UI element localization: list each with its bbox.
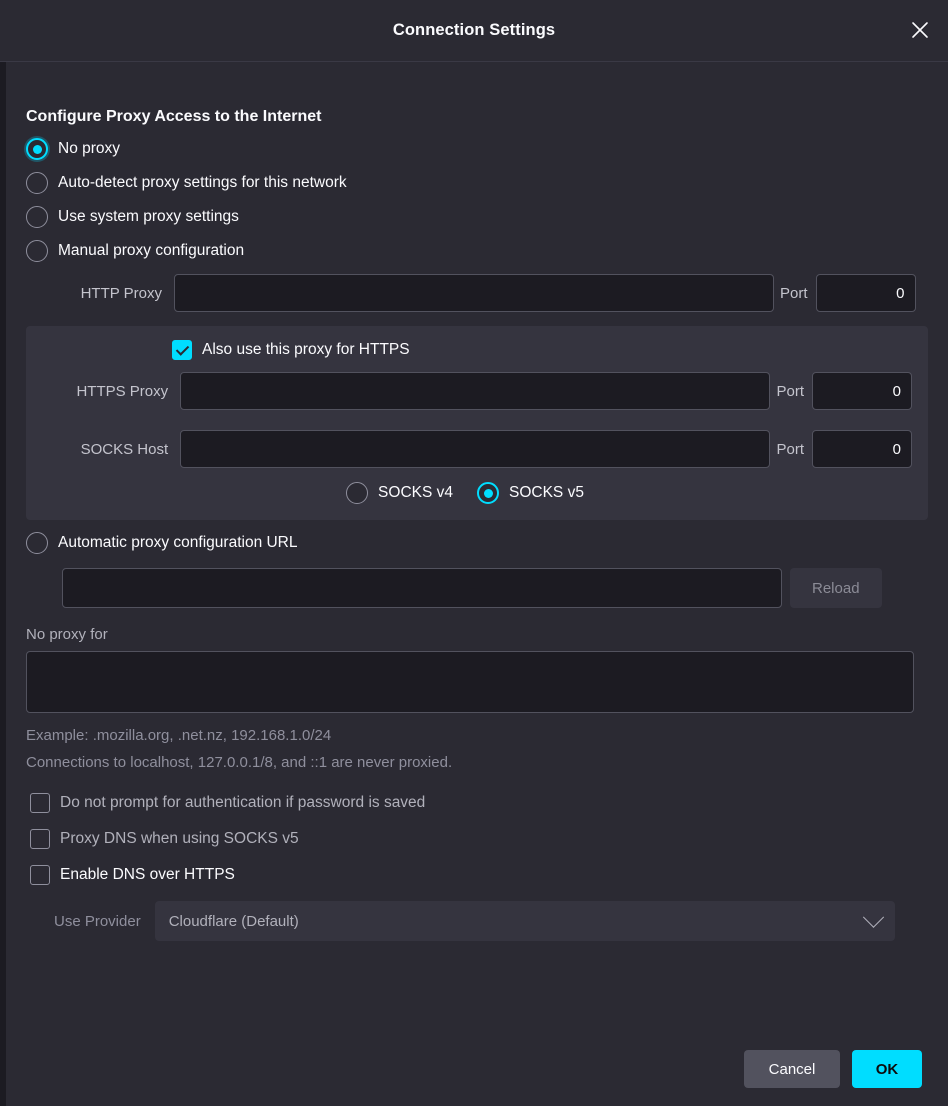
radio-label-system-proxy: Use system proxy settings xyxy=(58,208,239,225)
http-proxy-input[interactable] xyxy=(174,274,774,312)
http-proxy-label: HTTP Proxy xyxy=(80,284,162,302)
radio-auto-detect[interactable] xyxy=(26,172,922,194)
radio-label-auto-detect: Auto-detect proxy settings for this network xyxy=(58,174,347,191)
close-icon[interactable] xyxy=(900,10,940,50)
http-port-input[interactable] xyxy=(816,274,916,312)
https-port-input[interactable] xyxy=(812,372,912,410)
socks-port-label: Port xyxy=(776,440,804,458)
checkbox-enable-doh[interactable] xyxy=(30,865,922,885)
checkbox-indicator-proxy-dns-socks5 xyxy=(30,829,50,849)
ok-button[interactable]: OK xyxy=(852,1050,922,1088)
checkbox-also-use-proxy-https[interactable] xyxy=(172,340,912,360)
https-proxy-label: HTTPS Proxy xyxy=(76,382,169,400)
provider-selected-value: Cloudflare (Default) xyxy=(168,912,299,930)
radio-label-socks-v4: SOCKS v4 xyxy=(378,484,453,501)
radio-socks-v4[interactable] xyxy=(346,482,453,504)
dialog-content xyxy=(0,62,948,1106)
dialog-footer xyxy=(0,1032,948,1106)
localhost-note-text: Connections to localhost, 127.0.0.1/8, and ::1 are never proxied. xyxy=(26,754,453,771)
socks-version-group xyxy=(42,482,912,504)
radio-manual-proxy[interactable] xyxy=(26,240,922,262)
reload-button[interactable]: Reload xyxy=(790,568,882,608)
socks-port-input[interactable] xyxy=(812,430,912,468)
radio-label-no-proxy: No proxy xyxy=(58,140,121,157)
radio-indicator-manual-proxy xyxy=(26,240,48,262)
dialog-titlebar xyxy=(0,0,948,62)
socks-host-row xyxy=(58,430,912,468)
https-port-label: Port xyxy=(776,382,804,400)
radio-label-manual-proxy: Manual proxy configuration xyxy=(58,242,245,259)
dialog-title: Connection Settings xyxy=(392,21,556,39)
provider-row xyxy=(54,901,922,941)
radio-socks-v5[interactable] xyxy=(477,482,584,504)
checkbox-indicator-no-auth-prompt xyxy=(30,793,50,813)
radio-indicator-socks-v5 xyxy=(477,482,499,504)
checkbox-proxy-dns-socks5[interactable] xyxy=(30,829,922,849)
socks-host-label: SOCKS Host xyxy=(80,440,169,458)
radio-label-socks-v5: SOCKS v5 xyxy=(509,484,584,501)
radio-label-auto-config-url: Automatic proxy configuration URL xyxy=(58,534,298,551)
checkbox-label-also-https: Also use this proxy for HTTPS xyxy=(202,341,410,358)
no-proxy-example-text: Example: .mozilla.org, .net.nz, 192.168.1.0/24 xyxy=(26,727,332,744)
radio-indicator-socks-v4 xyxy=(346,482,368,504)
https-proxy-row xyxy=(58,372,912,410)
radio-no-proxy[interactable] xyxy=(26,138,922,160)
radio-indicator-auto-config-url xyxy=(26,532,48,554)
provider-label: Use Provider xyxy=(54,912,141,930)
checkbox-label-proxy-dns-socks5: Proxy DNS when using SOCKS v5 xyxy=(60,830,299,847)
radio-indicator-no-proxy xyxy=(26,138,48,160)
http-port-label: Port xyxy=(780,284,808,302)
auto-config-url-row xyxy=(62,568,922,608)
no-proxy-for-label: No proxy for xyxy=(26,626,108,643)
page-title: Configure Proxy Access to the Internet xyxy=(26,108,322,125)
checkbox-indicator-also-https xyxy=(172,340,192,360)
provider-select[interactable] xyxy=(155,901,895,941)
checkbox-label-no-auth-prompt: Do not prompt for authentication if password is saved xyxy=(60,794,426,811)
auto-config-url-input[interactable] xyxy=(62,568,782,608)
checkbox-label-enable-doh: Enable DNS over HTTPS xyxy=(60,866,235,883)
http-proxy-row xyxy=(62,274,922,312)
radio-indicator-system-proxy xyxy=(26,206,48,228)
checkbox-no-auth-prompt[interactable] xyxy=(30,793,922,813)
radio-system-proxy[interactable] xyxy=(26,206,922,228)
https-proxy-input[interactable] xyxy=(180,372,770,410)
https-socks-panel xyxy=(26,326,928,520)
no-proxy-for-textarea[interactable] xyxy=(26,651,914,713)
radio-indicator-auto-detect xyxy=(26,172,48,194)
radio-auto-config-url[interactable] xyxy=(26,532,922,554)
socks-host-input[interactable] xyxy=(180,430,770,468)
checkbox-indicator-enable-doh xyxy=(30,865,50,885)
chevron-down-icon xyxy=(863,906,884,927)
cancel-button[interactable]: Cancel xyxy=(744,1050,840,1088)
options-group xyxy=(26,793,922,885)
